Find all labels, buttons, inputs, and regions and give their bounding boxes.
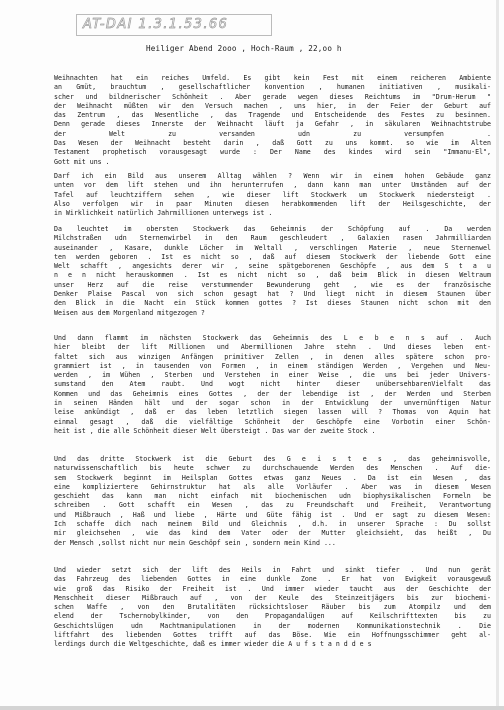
text-line: Denker Plaise Pascal von sich schon gesagt hat ? Und liegt nicht in diesem Staunen über	[54, 290, 491, 299]
text-line: Da leuchtet im obersten Stockwerk das Geheimnis der Schöpfung auf . Da werden	[54, 225, 491, 233]
text-line: Ich schaffe dich nach meinem Bild und Gleichnis , d.h. in unserer Sprache : Du sollst	[54, 520, 491, 529]
text-line: das Fahrzeug des liebenden Gottes in eine dunkle Zone . Er hat von Ewigkeit vorausgewuß	[54, 575, 491, 584]
text-line: an Gmüt, brauchtum , gesellschaftlicher konvention , humanen initiativen , musikali-	[54, 83, 491, 92]
text-line: auseinander , Kasare, dunkle Löcher im Weltall , verschlingen Materie , neue Sternenwel	[54, 243, 491, 252]
text-line: Also verfolgen wir in paar Minuten diesen herabkommenden lift der Heilsgeschichte, der	[54, 199, 491, 208]
text-line: Und das dritte Stockwerk ist die Geburt des G e i s t e s , das geheimnisvolle,	[54, 455, 491, 463]
paragraph-creation	[54, 225, 491, 318]
text-line: naturwissenschaftlich bis heute schwer zu durchschauende Werden des Menschen . Auf die-	[54, 464, 491, 473]
text-line: elend der Tschernobylkinder, von den Propagandalügen auf Keilschrifttexten bis zu	[54, 612, 491, 621]
text-line: Und dann flammt im nächsten Stockwerk das Geheimnis des L e b e n s auf . Auch	[54, 334, 491, 342]
text-line: in Wirklichkeit natürlich Jahrmillionen unterwegs ist .	[54, 209, 273, 218]
text-line: grammiert ist , in tausenden von Formen , in einem ständigen Werden , Vergehen und Neu-	[54, 361, 491, 370]
archive-stamp: AT-DAI 1.3.1.53.66	[76, 14, 272, 36]
paragraph-spirit	[54, 455, 491, 548]
text-line: Weihnachten hat ein reiches Umfeld. Es gibt kein Fest mit einem reicheren Ambiente	[54, 74, 491, 82]
text-line: Weisen aus dem Morgenland mitgezogen ?	[54, 308, 205, 317]
text-line: Denn gerade dieses Innerste der Weihnacht läuft ja Gefahr , in säkularen Weihnachtstrube	[54, 120, 491, 129]
text-line: n e n nicht herauskommen . Ist es nicht nicht so , daß beim Blick in diesen Weltraum	[54, 271, 491, 280]
text-line: den Blick in die Nacht ein Stück kommen gottes ? Ist dieses Staunen nicht schon mit den	[54, 299, 491, 308]
text-line: Menschheit dieser Mißbrauch auf , von der Keule des Steinzeitjägers bis zur biochemi-	[54, 593, 491, 602]
text-line: Tafel auf leuchtziffern sehen , wie dieser lift Stockwerk um Stockwerk niedersteigt .	[54, 190, 491, 199]
text-line: Darf ich ein Bild aus unserem Alltag wählen ? Wenn wir in einem hohen Gebäude ganz	[54, 172, 491, 180]
text-line: Gott mit uns .	[54, 157, 110, 166]
text-line: geschieht das kann man nicht einfach mit biochemischen udn biophysikalischen Formeln be	[54, 492, 491, 501]
text-line: leise ankündigt , daß er das leben letztlich siegen lassen will ? Thomas von Aquin hat	[54, 408, 491, 417]
page-edge-bottom	[0, 706, 504, 710]
text-line: lerdings durch die Weltgeschichte, daß es immer wieder die A u f s t a n d d e s	[54, 640, 372, 649]
text-line: schreiben . Gott schafft ein Wesen , das zu Freundschaft und Freiheit, Verantwortung	[54, 501, 491, 510]
text-line: und Mißbrauch , Haß und liebe , Härte und Güte fähig ist . Und er sagt zu diesem Wesen:	[54, 510, 491, 519]
text-line: Kommen und das Geheimnis eines Gottes , der der lebendige ist , der Werden und Sterben	[54, 389, 491, 398]
document-header: Heiliger Abend 2ooo , Hoch-Raum , 22,oo h	[146, 44, 342, 53]
text-line: der Weihnacht müßten wir den Versuch machen , uns hier, in der Feier der Geburt auf	[54, 101, 491, 110]
text-line: eine kompliziertere Gehirnstruktur hat als alle Vorläufer . Aber was in diesem Wesen	[54, 482, 491, 491]
text-line: wie groß das Risiko der Freiheit ist . Und immer wieder taucht aus der Geschichte der	[54, 584, 491, 593]
text-line: unten vor dem lift stehen und ihn herunterrufen , dann kann man unter Umständen auf der	[54, 181, 491, 190]
text-line: mir gleichsehen , wie das kind dem Vater oder der Mutter gleichsieht, das heißt , Du	[54, 529, 491, 538]
page-edge-right	[496, 0, 499, 710]
paragraph-lift-image	[54, 172, 491, 218]
text-line: einmal gesagt , daß die vielfältige Schönheit der Geschöpfe eine Vorbotin einer Schön-	[54, 417, 491, 426]
text-line: sem Stockwerk beginnt im Heilsplan Gottes etwas ganz Neues . Da ist ein Wesen , das	[54, 473, 491, 482]
paragraph-life	[54, 334, 491, 436]
text-line: hier bleibt der lift Millionen und Abermillionen Jahre stehn . Und dieses leben ent-	[54, 343, 491, 352]
text-line: Das Wesen der Weihnacht besteht darin , daß Gott zu uns kommt. so wie im Alten	[54, 139, 491, 148]
text-line: schen Waffe , von den Brutalitäten rücksichtsloser Räuber bis zum Atompilz und dem	[54, 603, 491, 612]
text-line: das Zentrum , das Wesentliche , das Tragende und Entscheidende des Festes zu besinnen.	[54, 111, 491, 120]
text-line: sumstand den Atem raubt. Und wogt nicht hinter dieser unübersehbarenVielfalt das	[54, 380, 491, 389]
text-line: unser Herz auf die reise verstummender Bewunderung geht , wie es der französische	[54, 280, 491, 289]
text-line: ten werden geboren . Ist es nicht so , daß auf diesem Stockwerk der liebende Gott eine	[54, 252, 491, 261]
text-line: Testament prophetisch vorausgesagt wurde : Der Name des kindes wird sein "Immanu-El",	[54, 148, 491, 157]
paragraph-intro	[54, 74, 491, 167]
text-line: Geschichtslügen udn Machtmanipulationen in der modernen Kommunikationstechnik . Die	[54, 621, 491, 630]
text-line: liftfahrt des liebenden Gottes trifft auf das Böse. Wie ein Hoffnungsschimmer geht al-	[54, 631, 491, 640]
text-line: in seinen Händen hält und der sogar schon in der Entwicklung der unvernünftigen Natur	[54, 399, 491, 408]
text-line: faltet sich aus winzigen Anfängen primitiver Zellen , in denen alles spätere schon pro-	[54, 352, 491, 361]
text-line: der Mensch ,sollst nicht nur mein Geschöpf sein , sondern mein Kind ...	[54, 538, 336, 547]
text-line: heit ist , die alle Schönheit dieser Welt übersteigt . Das war der zweite Stock .	[54, 426, 376, 435]
text-line: Milchstraßen udn Sternenwirbel in den Raum geschleudert , Galaxien rasen Jahrmilliarden	[54, 234, 491, 243]
text-line: scher und bildnerischer Schönheit . Aber gerade wegen dieses Reichtums im "Drum-Herum "	[54, 92, 491, 101]
text-line: werden , im Wühen , Sterben und Verstehen in einer Weise , die uns bei jeder Univers-	[54, 371, 491, 380]
paragraph-evil	[54, 566, 491, 650]
text-line: Und wieder setzt sich der lift des Heils in Fahrt und sinkt tiefer . Und nun gerät	[54, 566, 491, 574]
text-line: der Welt zu versanden udn zu versumpfen .	[54, 129, 491, 138]
text-line: Welt schafft , angesichts derer wir , seine spätgeborenen Geschöpfe , aus dem S t a u	[54, 262, 491, 271]
